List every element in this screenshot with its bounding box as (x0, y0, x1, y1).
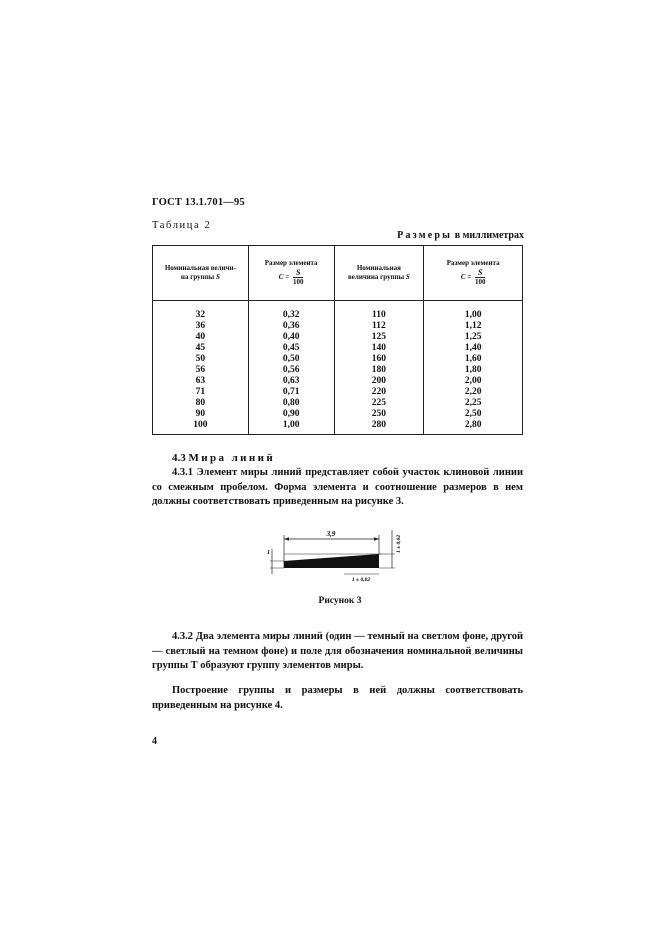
table-cell: 0,63 (248, 376, 334, 387)
table-row (153, 398, 523, 409)
table-cell: 140 (334, 343, 424, 354)
table-row (153, 409, 523, 420)
table-cell: 0,45 (248, 343, 334, 354)
table-cell: 40 (153, 332, 249, 343)
table-cell: 56 (153, 365, 249, 376)
section-heading (172, 452, 275, 464)
paragraph-4-3-1: 4.3.1 Элемент миры линий представляет собой участок клиновой линии со смежным пробелом. Форма элемента и соотношение размеров в нем должны соответствовать приведенным на рисунке 3. (152, 467, 523, 508)
table-cell: 1,25 (424, 332, 523, 343)
table-cell: 1,60 (424, 354, 523, 365)
table-cell: 90 (153, 409, 249, 420)
wedge-element (284, 554, 379, 568)
table-cell: 225 (334, 398, 424, 409)
table-row (153, 332, 523, 343)
table-row (153, 343, 523, 354)
page-number: 4 (152, 736, 157, 747)
header-element-size-2: Размер элемента C = $\frac{S}{100}$ (424, 246, 523, 301)
table-cell: 0,32 (248, 301, 334, 322)
header-nominal-value: Номинальная величи- на группы S (153, 246, 249, 301)
table-cell: 110 (334, 301, 424, 322)
table-cell: 200 (334, 376, 424, 387)
paragraph-4-3-2: 4.3.2 Два элемента миры линий (один — темный на светлом фоне, другой — светлый на темном фоне) и поле для обозначения номинальной величины группы Т образуют группу элементов миры. (152, 631, 523, 672)
table-cell: 0,90 (248, 409, 334, 420)
table-cell: 0,50 (248, 354, 334, 365)
units-value: в миллиметрах (454, 230, 524, 241)
table-cell: 32 (153, 301, 249, 322)
table-cell: 280 (334, 420, 424, 435)
fraction: $\frac{S}{100}$ (474, 268, 486, 287)
table-cell: 100 (153, 420, 249, 435)
table-row (153, 365, 523, 376)
sizes-table (152, 245, 523, 435)
dim-length-label: 3,9 (326, 530, 336, 538)
table-cell: 63 (153, 376, 249, 387)
table-cell: 1,00 (424, 301, 523, 322)
fraction: $\frac{S}{100}$ (292, 268, 304, 287)
table-cell: 125 (334, 332, 424, 343)
table-units (360, 230, 524, 241)
standard-code: ГОСТ 13.1.701—95 (152, 197, 245, 208)
table-cell: 50 (153, 354, 249, 365)
table-row (153, 387, 523, 398)
table-cell: 2,20 (424, 387, 523, 398)
table-cell: 2,80 (424, 420, 523, 435)
table-cell: 80 (153, 398, 249, 409)
paragraph-construction: Построение группы и размеры в ней должны соответствовать приведенным на рисунке 4. (152, 685, 523, 711)
table-cell: 160 (334, 354, 424, 365)
table-cell: 36 (153, 321, 249, 332)
header-element-size: Размер элемента C = $\frac{S}{100}$ (248, 246, 334, 301)
section-title: Мира линий (188, 452, 276, 464)
table-cell: 2,50 (424, 409, 523, 420)
section-number: 4.3 (172, 452, 186, 464)
table-row (153, 354, 523, 365)
dim-height-right-label: 1 ± 0,02 (396, 534, 402, 553)
units-label: Размеры (397, 230, 453, 241)
table-cell: 2,00 (424, 376, 523, 387)
table-cell: 71 (153, 387, 249, 398)
dim-height-left-label: 1 (267, 550, 270, 556)
table-cell: 1,12 (424, 321, 523, 332)
table-header-row (153, 246, 523, 301)
header-nominal-value-2: Номинальная величина группы S (334, 246, 424, 301)
figure-caption: Рисунок 3 (318, 596, 362, 606)
table-cell: 250 (334, 409, 424, 420)
table-cell: 2,25 (424, 398, 523, 409)
figure-3-wedge-line (264, 524, 404, 594)
table-cell: 180 (334, 365, 424, 376)
table-cell: 1,40 (424, 343, 523, 354)
table-title: Таблица 2 (152, 220, 212, 231)
table-cell: 220 (334, 387, 424, 398)
table-cell: 0,71 (248, 387, 334, 398)
table-row (153, 321, 523, 332)
table-cell: 1,80 (424, 365, 523, 376)
table-cell: 45 (153, 343, 249, 354)
table-cell: 0,80 (248, 398, 334, 409)
table-cell: 112 (334, 321, 424, 332)
dim-bottom-label: 1 ± 0,02 (351, 577, 371, 583)
table-row (153, 376, 523, 387)
table-cell: 0,36 (248, 321, 334, 332)
table-cell: 0,40 (248, 332, 334, 343)
table-cell: 0,56 (248, 365, 334, 376)
table-row (153, 420, 523, 435)
table-cell: 1,00 (248, 420, 334, 435)
table-row (153, 301, 523, 322)
